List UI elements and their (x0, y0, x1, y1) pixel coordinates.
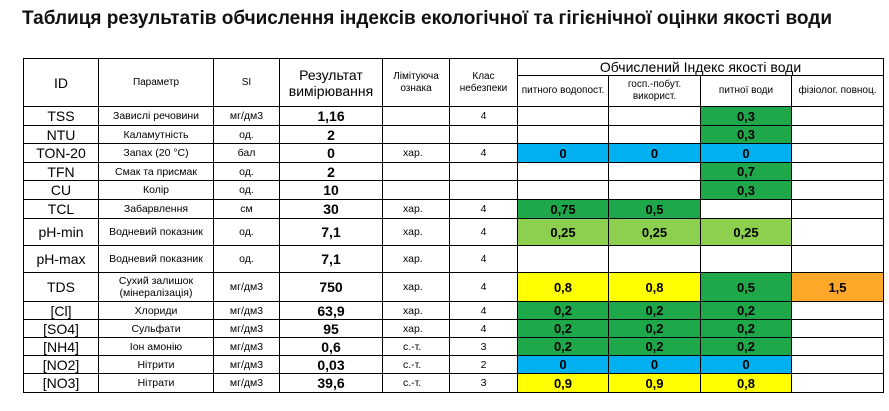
row-limit: хар. (383, 302, 450, 320)
row-limit: хар. (383, 273, 450, 302)
row-param: Хлориди (99, 302, 214, 320)
row-index-cell (792, 126, 884, 144)
row-hazard-class: 4 (450, 107, 518, 126)
table-row (24, 126, 884, 144)
row-si: бал (214, 144, 280, 163)
row-index-cell (792, 181, 884, 200)
table-row (24, 374, 884, 393)
row-index-cell: 0 (518, 356, 609, 374)
row-param: Запах (20 °С) (99, 144, 214, 163)
row-index-cell (792, 144, 884, 163)
row-result: 39,6 (280, 374, 383, 393)
row-id: TSS (24, 107, 99, 126)
header-index-drinking-source: питного водопост. (518, 76, 609, 107)
row-index-cell (518, 163, 609, 181)
row-limit: хар. (383, 246, 450, 273)
row-hazard-class: 4 (450, 246, 518, 273)
header-index-group: Обчислений Індекс якості води (518, 59, 884, 76)
row-index-cell: 0,2 (609, 338, 701, 356)
row-index-cell (518, 181, 609, 200)
header-index-household: госп.-побут. використ. (609, 76, 701, 107)
row-index-cell: 0,7 (701, 163, 792, 181)
row-result: 7,1 (280, 219, 383, 246)
row-index-cell: 0,9 (609, 374, 701, 393)
row-index-cell: 0,2 (701, 302, 792, 320)
row-id: TON-20 (24, 144, 99, 163)
row-si: од. (214, 219, 280, 246)
header-param: Параметр (99, 59, 214, 107)
row-si: см (214, 200, 280, 219)
row-si: мг/дм3 (214, 273, 280, 302)
row-index-cell (792, 320, 884, 338)
water-quality-table (23, 58, 884, 393)
row-hazard-class (450, 126, 518, 144)
header-index-physiological: фізіолог. повноц. (792, 76, 884, 107)
row-index-cell: 0,5 (609, 200, 701, 219)
row-index-cell (792, 246, 884, 273)
row-result: 10 (280, 181, 383, 200)
row-index-cell: 0,25 (609, 219, 701, 246)
table-body (24, 107, 884, 393)
row-si: од. (214, 126, 280, 144)
header-id: ID (24, 59, 99, 107)
row-index-cell: 0,8 (701, 374, 792, 393)
row-id: [NH4] (24, 338, 99, 356)
row-id: pH-min (24, 219, 99, 246)
row-si: од. (214, 246, 280, 273)
row-hazard-class (450, 181, 518, 200)
row-id: [SO4] (24, 320, 99, 338)
row-hazard-class: 4 (450, 302, 518, 320)
row-si: мг/дм3 (214, 338, 280, 356)
row-result: 0,03 (280, 356, 383, 374)
row-result: 0,6 (280, 338, 383, 356)
row-index-cell (609, 181, 701, 200)
row-id: TFN (24, 163, 99, 181)
header-si: SI (214, 59, 280, 107)
row-result: 0 (280, 144, 383, 163)
page-title: Таблиця результатів обчислення індексів екологічної та гігієнічної оцінки якості води (22, 8, 833, 29)
row-result: 1,16 (280, 107, 383, 126)
table-row (24, 302, 884, 320)
row-param: Колір (99, 181, 214, 200)
row-limit: с.-т. (383, 374, 450, 393)
row-id: [NO3] (24, 374, 99, 393)
row-index-cell (609, 163, 701, 181)
table-row (24, 219, 884, 246)
table-row (24, 273, 884, 302)
row-index-cell: 0,2 (518, 302, 609, 320)
row-index-cell: 0,2 (609, 320, 701, 338)
row-limit (383, 181, 450, 200)
row-limit (383, 126, 450, 144)
header-limit: Лімітуюча ознака (383, 59, 450, 107)
row-id: TCL (24, 200, 99, 219)
row-index-cell: 0,8 (609, 273, 701, 302)
row-index-cell (609, 107, 701, 126)
row-result: 30 (280, 200, 383, 219)
row-result: 63,9 (280, 302, 383, 320)
row-id: TDS (24, 273, 99, 302)
row-si: мг/дм3 (214, 107, 280, 126)
row-id: [Cl] (24, 302, 99, 320)
row-limit: хар. (383, 320, 450, 338)
row-result: 2 (280, 163, 383, 181)
row-index-cell (609, 126, 701, 144)
row-index-cell: 0,5 (701, 273, 792, 302)
row-limit: с.-т. (383, 338, 450, 356)
row-si: мг/дм3 (214, 356, 280, 374)
row-param: Водневий показник (99, 219, 214, 246)
row-index-cell: 0 (609, 144, 701, 163)
row-si: од. (214, 181, 280, 200)
row-index-cell: 0,2 (609, 302, 701, 320)
row-hazard-class: 2 (450, 356, 518, 374)
row-si: мг/дм3 (214, 374, 280, 393)
row-param: Нітрити (99, 356, 214, 374)
row-hazard-class: 4 (450, 200, 518, 219)
row-index-cell (792, 374, 884, 393)
row-index-cell: 0,3 (701, 126, 792, 144)
row-result: 95 (280, 320, 383, 338)
row-index-cell (701, 246, 792, 273)
row-index-cell: 1,5 (792, 273, 884, 302)
row-index-cell (518, 107, 609, 126)
row-limit (383, 107, 450, 126)
row-si: мг/дм3 (214, 302, 280, 320)
row-limit: с.-т. (383, 356, 450, 374)
row-index-cell: 0,3 (701, 181, 792, 200)
row-index-cell (792, 107, 884, 126)
row-hazard-class: 4 (450, 273, 518, 302)
row-index-cell (792, 356, 884, 374)
row-id: [NO2] (24, 356, 99, 374)
table-row (24, 144, 884, 163)
table-row (24, 246, 884, 273)
row-hazard-class (450, 163, 518, 181)
row-hazard-class: 4 (450, 219, 518, 246)
row-index-cell: 0,8 (518, 273, 609, 302)
header-index-drinking-water: питної води (701, 76, 792, 107)
table-row (24, 181, 884, 200)
row-si: мг/дм3 (214, 320, 280, 338)
row-index-cell (792, 200, 884, 219)
row-index-cell: 0 (701, 356, 792, 374)
row-index-cell: 0,2 (701, 320, 792, 338)
row-index-cell: 0,2 (518, 338, 609, 356)
row-index-cell (792, 338, 884, 356)
row-limit: хар. (383, 219, 450, 246)
row-index-cell: 0,25 (518, 219, 609, 246)
row-limit: хар. (383, 144, 450, 163)
row-result: 7,1 (280, 246, 383, 273)
row-index-cell (792, 219, 884, 246)
row-param: Завислі речовини (99, 107, 214, 126)
header-hazard-class: Клас небезпеки (450, 59, 518, 107)
row-index-cell: 0,75 (518, 200, 609, 219)
row-index-cell (518, 126, 609, 144)
row-index-cell (792, 163, 884, 181)
row-index-cell: 0 (609, 356, 701, 374)
row-result: 2 (280, 126, 383, 144)
table-row (24, 338, 884, 356)
table-row (24, 200, 884, 219)
row-limit: хар. (383, 200, 450, 219)
table-row (24, 163, 884, 181)
row-param: Іон амонію (99, 338, 214, 356)
row-hazard-class: 3 (450, 374, 518, 393)
row-param: Сульфати (99, 320, 214, 338)
row-index-cell: 0,9 (518, 374, 609, 393)
row-param: Забарвлення (99, 200, 214, 219)
row-index-cell: 0,2 (701, 338, 792, 356)
table-row (24, 107, 884, 126)
row-limit (383, 163, 450, 181)
row-hazard-class: 4 (450, 144, 518, 163)
row-id: NTU (24, 126, 99, 144)
table-row (24, 320, 884, 338)
row-param: Водневий показник (99, 246, 214, 273)
row-id: CU (24, 181, 99, 200)
row-index-cell: 0,3 (701, 107, 792, 126)
row-index-cell (701, 200, 792, 219)
row-result: 750 (280, 273, 383, 302)
row-hazard-class: 4 (450, 320, 518, 338)
row-index-cell: 0 (518, 144, 609, 163)
header-result: Результат вимірювання (280, 59, 383, 107)
row-hazard-class: 3 (450, 338, 518, 356)
row-index-cell: 0 (701, 144, 792, 163)
row-index-cell (609, 246, 701, 273)
table-row (24, 356, 884, 374)
row-id: pH-max (24, 246, 99, 273)
row-param: Сухий залишок (мінералізація) (99, 273, 214, 302)
row-index-cell: 0,25 (701, 219, 792, 246)
row-param: Смак та присмак (99, 163, 214, 181)
row-si: од. (214, 163, 280, 181)
row-index-cell (518, 246, 609, 273)
row-index-cell: 0,2 (518, 320, 609, 338)
row-param: Каламутність (99, 126, 214, 144)
row-index-cell (792, 302, 884, 320)
row-param: Нітрати (99, 374, 214, 393)
